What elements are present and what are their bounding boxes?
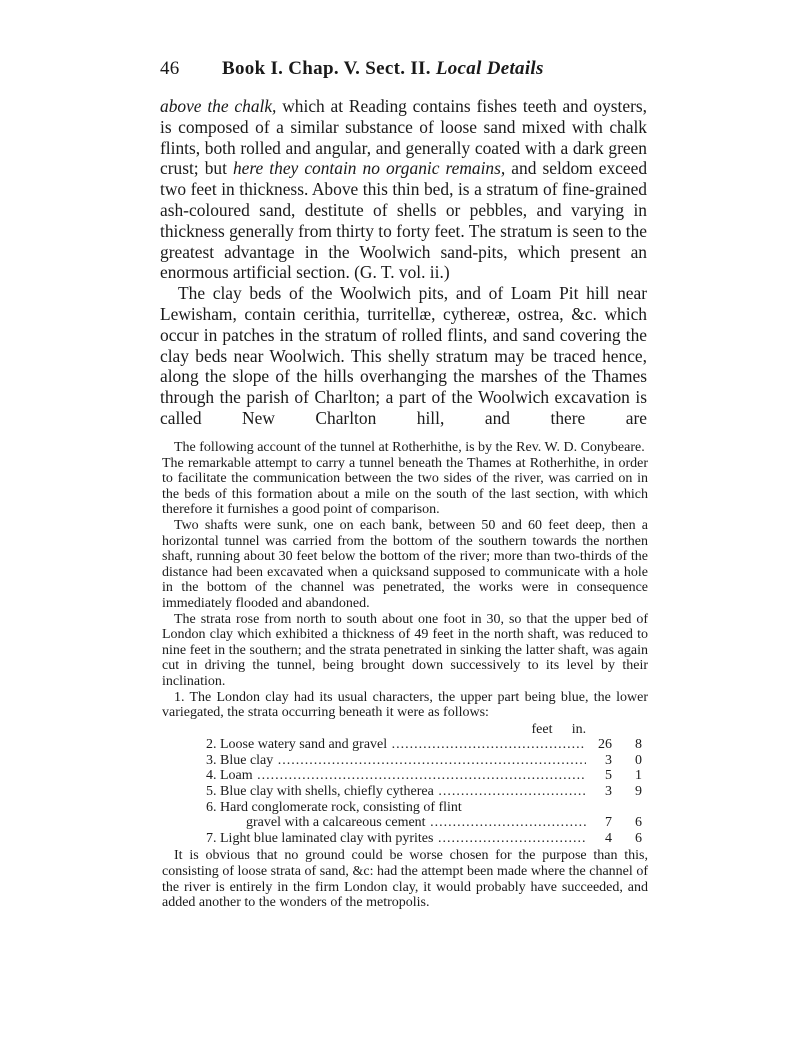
stratum-feet: 5 — [605, 768, 612, 784]
stratum-feet: 7 — [605, 815, 612, 831]
stratum-inches: 6 — [635, 815, 642, 831]
footnote-paragraph-5: It is obvious that no ground could be worse chosen for the purpose than this, consisting of loose strata of sand, &c: had the attempt been made where the channel of the river is entirely in the firm London clay, it would probably have succeeded, and added another to the wonders of the metropolis. — [162, 848, 648, 911]
strata-row — [162, 831, 648, 847]
footnote-paragraph-3: The strata rose from north to south about one foot in 30, so that the upper bed of London clay which exhibited a thickness of 49 feet in the north shaft, was reduced to nine feet in the southern; and the strata penetrated in sinking the latter shaft, was again cut in driving the tunnel, being brought down successively to its level by their inclination. — [162, 611, 648, 689]
stratum-description: 3. Blue clay ..... — [206, 753, 586, 769]
strata-row — [162, 800, 648, 816]
text-run: which at Reading contains fishes teeth and oysters, is composed of a similar substance of loose sand mixed with chalk flints, both rolled and angular, and generally coated with a dark green crust; but — [160, 96, 647, 179]
strata-row — [162, 737, 648, 753]
strata-table-header — [162, 722, 648, 738]
stratum-inches: 6 — [635, 830, 642, 846]
main-paragraph-1 — [160, 96, 647, 283]
strata-row-continuation — [162, 815, 648, 831]
stratum-description: 4. Loam ..... — [206, 768, 586, 784]
footnote — [162, 440, 648, 911]
text-run: and seldom exceed two feet in thickness. Above this thin bed, is a stratum of fine-grained ash-coloured sand, destitute of shells or pebbles, and varying in thickness generally from thirty to forty feet. The stratum is seen to the greatest advantage in the Woolwich sand-pits, which present an enormous artificial section. (G. T. vol. ii.) — [160, 158, 648, 283]
feet-column-header: feet — [531, 721, 553, 737]
section-heading: Local Details — [435, 58, 544, 79]
strata-table — [162, 722, 648, 847]
strata-row — [162, 768, 648, 784]
footnote-paragraph-4: 1. The London clay had its usual characters, the upper part being blue, the lower variegated, the strata occurring beneath it were as follows: — [162, 689, 648, 721]
footnote-paragraph-1: The remarkable attempt to carry a tunnel beneath the Thames at Rotherhithe, in order to facilitate the communication between the two sides of the river, was carried on in the beds of this formation about a mile on the south of the last section, with which therefore it furnishes a good point of comparison. — [162, 455, 648, 518]
stratum-description: 6. Hard conglomerate rock, consisting of flint — [206, 799, 462, 815]
main-paragraph-2: The clay beds of the Woolwich pits, and of Loam Pit hill near Lewisham, contain cerithia, turritellæ, cythereæ, ostrea, &c. which occur in patches in the stratum of rolled flints, and sand covering the clay beds near Woolwich. This shelly stratum may be traced hence, along the slope of the hills overhanging the marshes of the Thames through the parish of Charlton; a part of the Woolwich excavation is called New Charlton hill, and there are — [160, 283, 647, 428]
running-head — [160, 58, 660, 80]
stratum-inches: 8 — [635, 737, 642, 753]
stratum-feet: 3 — [605, 752, 612, 768]
main-text — [160, 96, 647, 429]
stratum-inches: 0 — [635, 752, 642, 768]
stratum-feet: 26 — [598, 737, 612, 753]
chapter-heading: Book I. Chap. V. Sect. II. — [222, 58, 431, 79]
stratum-inches: 1 — [635, 768, 642, 784]
page-number: 46 — [160, 58, 180, 79]
stratum-inches: 9 — [635, 784, 642, 800]
stratum-description: 7. Light blue laminated clay with pyrites ..... — [206, 831, 586, 847]
strata-row — [162, 753, 648, 769]
stratum-feet: 4 — [605, 830, 612, 846]
italic-phrase: above the chalk, — [160, 96, 277, 116]
footnote-paragraph-2: Two shafts were sunk, one on each bank, between 50 and 60 feet deep, then a horizontal tunnel was carried from the bottom of the southern towards the northen shaft, running about 30 feet below the bottom of the river; more than two-thirds of the distance had been excavated when a quicksand supposed to communicate with a hole in the bottom of the channel was penetrated, the works were in consequence immediately flooded and abandoned. — [162, 517, 648, 611]
inches-column-header: in. — [571, 721, 587, 737]
stratum-description-continued: gravel with a calcareous cement ..... — [246, 815, 586, 831]
stratum-description: 2. Loose watery sand and gravel ..... — [206, 737, 586, 753]
stratum-description: 5. Blue clay with shells, chiefly cytherea ..... — [206, 784, 586, 800]
footnote-intro: The following account of the tunnel at Rotherhithe, is by the Rev. W. D. Conybeare. — [174, 440, 645, 455]
stratum-feet: 3 — [605, 784, 612, 800]
strata-row — [162, 784, 648, 800]
italic-phrase: here they contain no organic remains, — [232, 158, 506, 179]
